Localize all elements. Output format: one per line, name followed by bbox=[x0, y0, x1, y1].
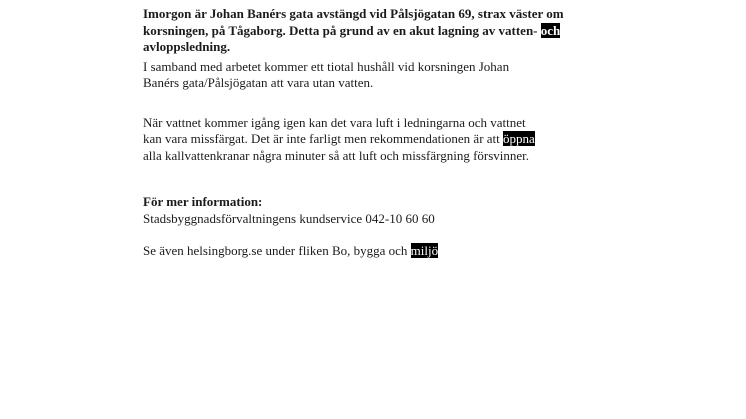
intro-line-1: Imorgon är Johan Banérs gata avstängd vid Pålsjögatan 69, strax väster om bbox=[143, 6, 564, 21]
water-line-1: I samband med arbetet kommer ett tiotal hushåll vid korsningen Johan bbox=[143, 58, 510, 74]
advice-paragraph bbox=[143, 115, 620, 165]
info-heading: För mer information: bbox=[143, 194, 263, 209]
advice-line-1: När vattnet kommer igång igen kan det vara luft i ledningarna och vattnet bbox=[143, 114, 526, 130]
footer-line: Se även helsingborg.se under fliken Bo, bygga och bbox=[143, 243, 411, 258]
intro-line-3: avloppsledning. bbox=[143, 39, 231, 54]
water-line-2: Banérs gata/Pålsjögatan att vara utan vatten. bbox=[143, 75, 374, 90]
intro-paragraph bbox=[143, 6, 620, 56]
advice-line-3: alla kallvattenkranar några minuter så att luft och missfärgning försvinner. bbox=[143, 147, 530, 163]
footer-paragraph bbox=[143, 243, 620, 260]
advice-line-2: kan vara missfärgat. Det är inte farligt men rekommendationen är att bbox=[143, 131, 504, 146]
intro-line-2: korsningen, på Tågaborg. Detta på grund av en akut lagning av vatten- bbox=[143, 22, 541, 38]
highlighted-word-miljo: miljö bbox=[410, 243, 439, 258]
water-outage-paragraph bbox=[143, 59, 620, 92]
info-contact-line: Stadsbyggnadsförvaltningens kundservice 042-10 60 60 bbox=[143, 210, 435, 226]
highlighted-word-oppna: öppna bbox=[503, 131, 535, 146]
highlighted-word-och: och bbox=[540, 22, 561, 38]
